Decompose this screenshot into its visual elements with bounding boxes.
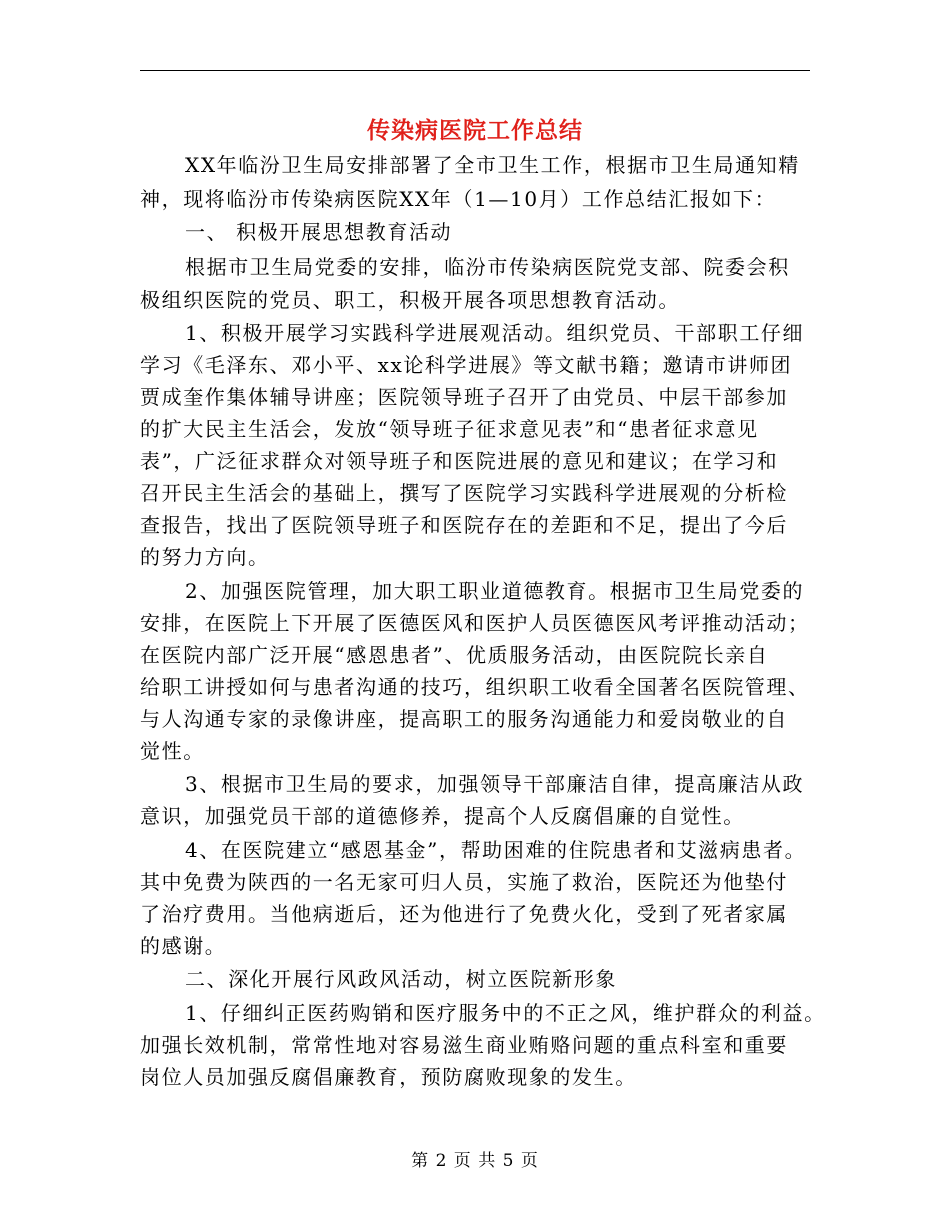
paragraph-line: 给职工讲授如何与患者沟通的技巧，组织职工收看全国著名医院管理、 (140, 675, 810, 699)
paragraph-line: 岗位人员加强反腐倡廉教育，预防腐败现象的发生。 (140, 1065, 637, 1089)
header-rule (140, 70, 810, 71)
paragraph-line: 查报告，找出了医院领导班子和医院存在的差距和不足，提出了今后 (140, 513, 788, 537)
section-heading: 二、深化开展行风政风活动，树立医院新形象 (185, 967, 617, 991)
paragraph-line: 其中免费为陕西的一名无家可归人员，实施了救治，医院还为他垫付 (140, 870, 788, 894)
paragraph-line: 学习《毛泽东、邓小平、xx论科学进展》等文献书籍；邀请市讲师团 (140, 353, 793, 377)
paragraph-line: 安排，在医院上下开展了医德医风和医护人员医德医风考评推动活动； (140, 611, 810, 635)
paragraph-line: 的扩大民主生活会，发放“领导班子征求意见表”和“患者征求意见 (140, 417, 759, 441)
page-number: 第 2 页 共 5 页 (411, 1151, 539, 1171)
paragraph-line: 与人沟通专家的录像讲座，提高职工的服务沟通能力和爱岗敬业的自 (140, 707, 788, 731)
document-title: 传染病医院工作总结 (367, 117, 583, 144)
paragraph-line: 加强长效机制，常常性地对容易滋生商业贿赂问题的重点科室和重要 (140, 1033, 788, 1057)
paragraph-line: 表”，广泛征求群众对领导班子和医院进展的意见和建议；在学习和 (140, 449, 779, 473)
paragraph-line: 1、仔细纠正医药购销和医疗服务中的不正之风，维护群众的利益。 (185, 1001, 826, 1025)
paragraph-line: 极组织医院的党员、职工，积极开展各项思想教育活动。 (140, 288, 680, 312)
paragraph-line: 神，现将临汾市传染病医院XX年（1—10月）工作总结汇报如下： (140, 187, 777, 211)
paragraph-line: 召开民主生活会的基础上，撰写了医院学习实践科学进展观的分析检 (140, 481, 788, 505)
paragraph-line: 在医院内部广泛开展“感恩患者”、优质服务活动，由医院院长亲自 (140, 643, 769, 667)
paragraph-line: 的感谢。 (140, 934, 227, 958)
paragraph-line: 2、加强医院管理，加大职工职业道德教育。根据市卫生局党委的 (185, 579, 805, 603)
paragraph-line: 的努力方向。 (140, 545, 270, 569)
paragraph-line: 4、在医院建立“感恩基金”，帮助困难的住院患者和艾滋病患者。 (185, 838, 807, 862)
paragraph-line: 3、根据市卫生局的要求，加强领导干部廉洁自律，提高廉洁从政 (185, 772, 805, 796)
paragraph-line: 贾成奎作集体辅导讲座；医院领导班子召开了由党员、中层干部参加 (140, 385, 788, 409)
paragraph-line: XX年临汾卫生局安排部署了全市卫生工作，根据市卫生局通知精 (185, 153, 800, 177)
paragraph-line: 根据市卫生局党委的安排，临汾市传染病医院党支部、院委会积 (185, 255, 790, 279)
paragraph-line: 意识，加强党员干部的道德修养，提高个人反腐倡廉的自觉性。 (140, 804, 745, 828)
paragraph-line: 1、积极开展学习实践科学进展观活动。组织党员、干部职工仔细 (185, 321, 805, 345)
paragraph-line: 了治疗费用。当他病逝后，还为他进行了免费火化，受到了死者家属 (140, 902, 788, 926)
paragraph-line: 觉性。 (140, 739, 205, 763)
section-heading: 一、 积极开展思想教育活动 (185, 220, 453, 244)
